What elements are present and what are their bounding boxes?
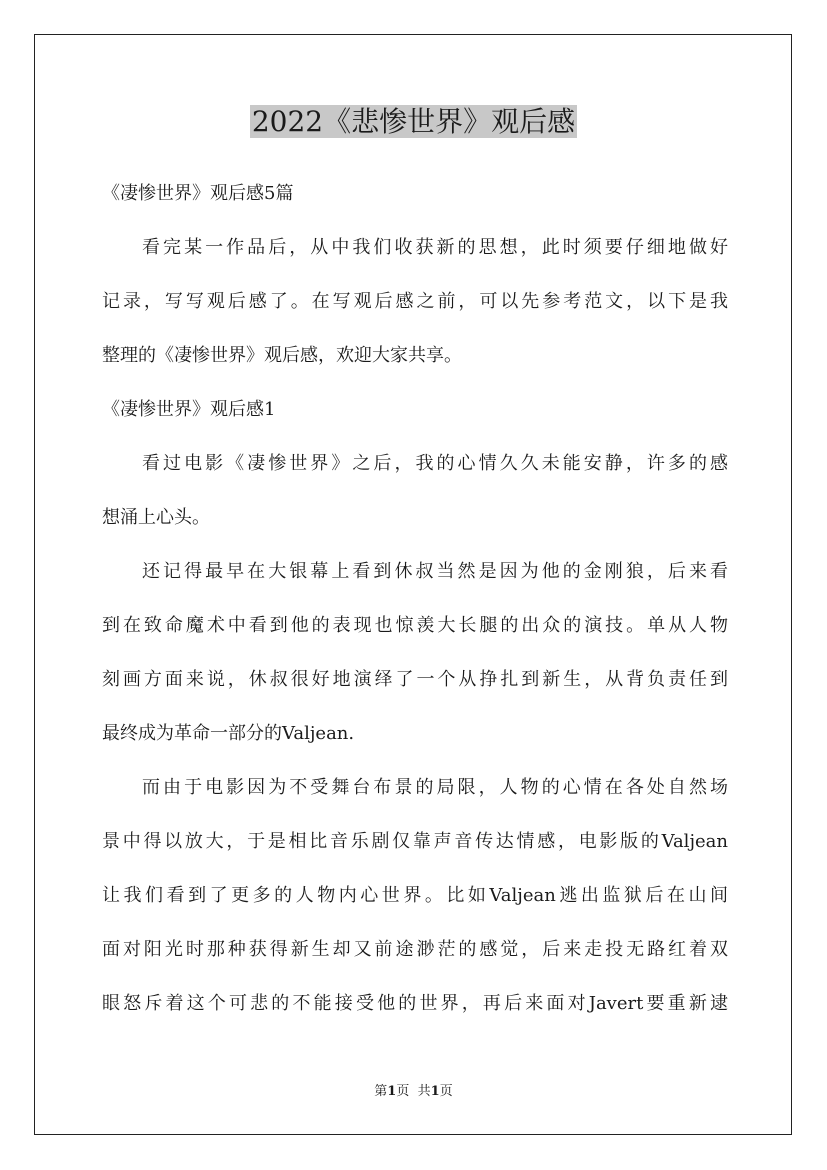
total-prefix: 共: [417, 1084, 431, 1099]
paragraph-line: 还记得最早在大银幕上看到休叔当然是因为他的金刚狼，后来看: [142, 561, 728, 582]
total-suffix: 页: [439, 1084, 453, 1099]
page-footer: [0, 1083, 827, 1101]
paragraph-line: 看过电影《凄惨世界》之后，我的心情久久未能安静，许多的感: [142, 453, 728, 474]
section-heading: 《凄惨世界》观后感1: [102, 399, 276, 420]
paragraph-line: 景中得以放大，于是相比音乐剧仅靠声音传达情感，电影版的Valjean: [102, 831, 728, 852]
page-suffix: 页: [396, 1084, 410, 1099]
paragraph-line: 到在致命魔术中看到他的表现也惊羡大长腿的出众的演技。单从人物: [102, 615, 728, 636]
page-prefix: 第: [374, 1084, 388, 1099]
total-pages: 1: [430, 1084, 440, 1099]
section-heading: 《凄惨世界》观后感5篇: [102, 183, 294, 204]
paragraph-line: 而由于电影因为不受舞台布景的局限，人物的心情在各处自然场: [142, 777, 728, 798]
paragraph-line: 最终成为革命一部分的Valjean.: [102, 723, 355, 744]
paragraph-line: 让我们看到了更多的人物内心世界。比如Valjean逃出监狱后在山间: [102, 885, 728, 906]
paragraph-line: 整理的《凄惨世界》观后感，欢迎大家共享。: [102, 345, 462, 366]
document-body: [102, 172, 728, 1036]
paragraph-line: 面对阳光时那种获得新生却又前途渺茫的感觉，后来走投无路红着双: [102, 939, 728, 960]
paragraph-line: 记录，写写观后感了。在写观后感之前，可以先参考范文，以下是我: [102, 291, 728, 312]
paragraph-line: 刻画方面来说，休叔很好地演绎了一个从挣扎到新生，从背负责任到: [102, 669, 728, 690]
paragraph-line: 看完某一作品后，从中我们收获新的思想，此时须要仔细地做好: [142, 237, 728, 258]
paragraph-line: 想涌上心头。: [102, 507, 210, 528]
document-title: [0, 102, 827, 142]
document-title-text: 2022《悲惨世界》观后感: [251, 105, 576, 138]
paragraph-line: 眼怒斥着这个可悲的不能接受他的世界，再后来面对Javert要重新逮: [102, 993, 728, 1014]
page-number: 1: [387, 1084, 397, 1099]
